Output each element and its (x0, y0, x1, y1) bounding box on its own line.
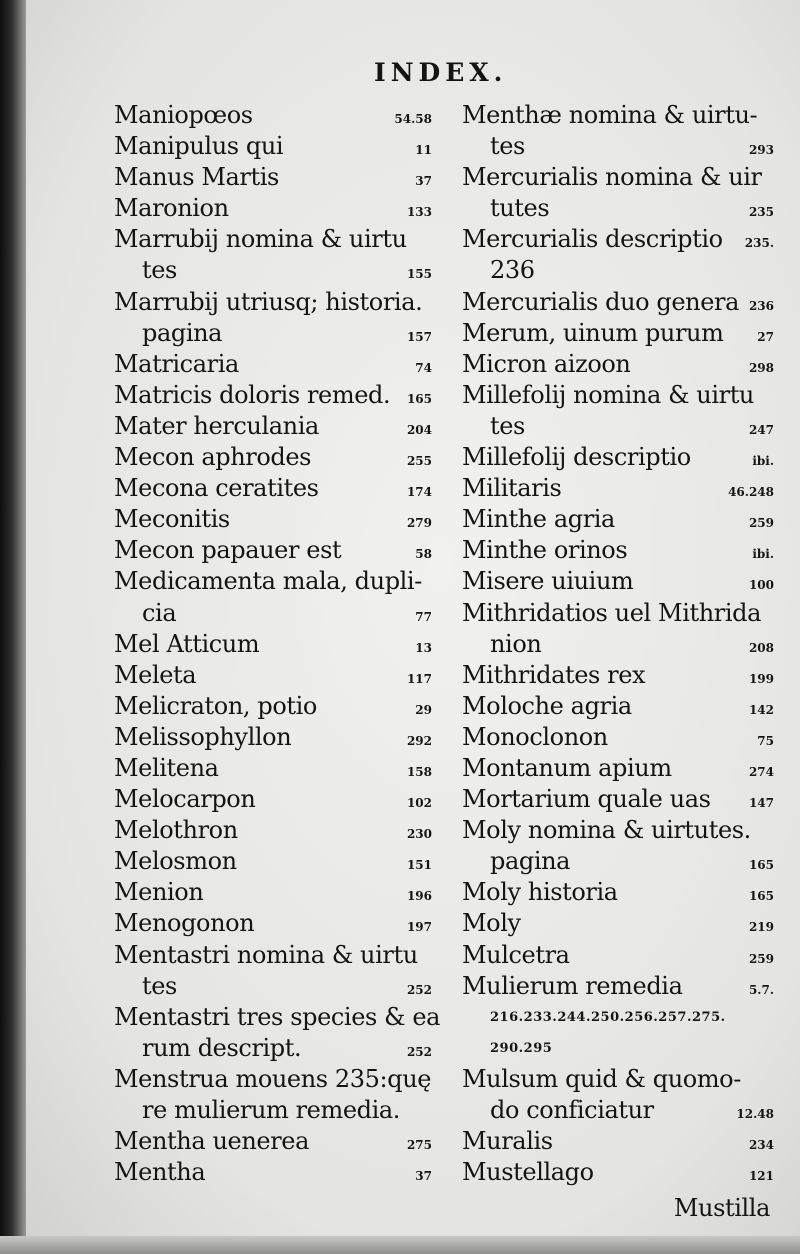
index-term: pagina (142, 318, 223, 347)
index-entry (462, 504, 774, 535)
index-term: Mercurialis duo genera (462, 287, 740, 316)
page-reference: 165 (748, 858, 774, 873)
index-term: Minthe orinos (462, 536, 628, 565)
page-reference: 54.58 (394, 112, 432, 126)
index-entry (462, 877, 774, 908)
index-entry (462, 349, 774, 380)
page-bottom-edge (0, 1236, 800, 1254)
page-reference: 13 (415, 640, 432, 655)
index-entry (462, 193, 774, 224)
index-term: Mulcetra (462, 940, 570, 969)
index-entry (462, 411, 774, 442)
index-term: 290.295 (490, 1040, 553, 1056)
index-term: Melissophyllon (114, 722, 292, 751)
index-term: Mentha (114, 1158, 206, 1187)
index-entry (462, 1126, 774, 1157)
page-reference: 204 (406, 422, 432, 437)
page-reference: 235 (748, 205, 774, 220)
index-entry (114, 131, 432, 162)
index-term: Moly nomina & uirtutes. (462, 816, 751, 845)
index-entry (462, 1157, 774, 1188)
index-entry (462, 1064, 774, 1095)
index-term: Mecon papauer est (114, 536, 342, 565)
index-entry (114, 318, 432, 349)
index-entry (462, 100, 774, 131)
index-term: Minthe agria (462, 505, 615, 534)
index-entry (462, 318, 774, 349)
page-reference: 147 (748, 796, 774, 811)
index-term: Matricis doloris remed. (114, 380, 391, 409)
index-entry (462, 442, 774, 473)
index-entry (462, 660, 774, 691)
index-entry (462, 162, 774, 193)
index-entry (114, 566, 432, 597)
page-reference: 236 (748, 298, 774, 313)
index-term: Maniopœos (114, 101, 253, 129)
index-term: Medicamenta mala, dupli- (114, 567, 422, 596)
index-entry (462, 1033, 774, 1064)
index-term: cia (142, 598, 177, 627)
index-entry (114, 411, 432, 442)
index-entry (114, 877, 432, 908)
index-term: Meconitis (114, 505, 230, 534)
index-term: 216.233.244.250.256.257.275. (490, 1009, 726, 1025)
index-entry (462, 908, 774, 939)
index-entry (462, 131, 774, 162)
index-term: Mater herculania (114, 411, 319, 440)
index-entry (462, 940, 774, 971)
index-entry (114, 287, 432, 318)
page-reference: 247 (748, 422, 774, 437)
page-reference: 293 (748, 143, 774, 158)
index-entry (114, 100, 432, 131)
page-reference: 155 (406, 267, 432, 282)
index-term: Mercurialis nomina & uir (462, 163, 762, 192)
page-reference: 58 (415, 547, 432, 562)
index-term: Mortarium quale uas (462, 785, 711, 814)
index-term: rum descript. (142, 1033, 302, 1062)
index-term: Mentastri tres species & ea (114, 1002, 441, 1031)
index-term: Marrubij utriusq; historia. (114, 287, 423, 316)
index-term: Millefolij nomina & uirtu (462, 380, 754, 409)
index-term: Matricaria (114, 349, 239, 378)
page-reference: 102 (406, 796, 432, 811)
page-reference: 37 (415, 1169, 432, 1184)
index-term: Melocarpon (114, 785, 256, 814)
page-reference: 117 (406, 671, 432, 686)
index-term: Mecona ceratites (114, 474, 319, 503)
index-term: Militaris (462, 474, 562, 503)
index-entry (114, 971, 432, 1002)
index-column-left (114, 100, 441, 1188)
index-term: Mithridatios uel Mithrida (462, 598, 762, 627)
page-reference: 252 (406, 1044, 432, 1059)
page-reference: 219 (748, 920, 774, 935)
index-term: Mecon aphrodes (114, 443, 312, 472)
index-entry (462, 1095, 774, 1126)
page-reference: 235. (744, 236, 774, 251)
page-reference: 230 (406, 827, 432, 842)
page-reference: 151 (406, 858, 432, 873)
page-reference: 279 (406, 516, 432, 531)
index-entry (114, 1064, 432, 1095)
index-term: tutes (490, 194, 550, 223)
index-term: Melitena (114, 753, 219, 782)
index-term: Muralis (462, 1127, 553, 1156)
index-term: re mulierum remedia. (142, 1096, 401, 1124)
index-term: Menthæ nomina & uirtu- (462, 101, 758, 129)
index-entry (462, 255, 774, 286)
page-reference: 165 (406, 391, 432, 406)
index-term: Marrubij nomina & uirtu (114, 225, 407, 254)
index-term: 236 (490, 256, 535, 285)
index-entry (462, 784, 774, 815)
index-term: Melothron (114, 816, 238, 845)
index-term: Moly (462, 909, 521, 938)
index-entry (114, 442, 432, 473)
page-reference: 12.48 (736, 1107, 774, 1121)
page-reference: 274 (748, 764, 774, 779)
page-reference: 27 (757, 329, 774, 344)
index-term: Merum, uinum purum (462, 318, 724, 347)
page-reference: 234 (748, 1138, 774, 1153)
index-entry (114, 753, 432, 784)
index-entry (114, 473, 432, 504)
index-entry (462, 380, 774, 411)
index-term: tes (142, 971, 177, 1000)
page-reference: 197 (406, 920, 432, 935)
page-reference: 259 (748, 951, 774, 966)
index-entry (114, 784, 432, 815)
index-entry (462, 287, 774, 318)
index-term: tes (490, 411, 525, 440)
index-term: Misere uiuium (462, 567, 634, 596)
page-reference: 100 (748, 578, 774, 593)
index-term: Mel Atticum (114, 629, 260, 658)
page-reference: 121 (748, 1169, 774, 1184)
index-entry (114, 846, 432, 877)
page-reference: 275 (406, 1138, 432, 1153)
index-entry (462, 629, 774, 660)
index-entry (114, 1002, 441, 1033)
index-entry (114, 1126, 432, 1157)
index-entry (114, 691, 432, 722)
index-term: Mentastri nomina & uirtu (114, 940, 418, 969)
index-entry (114, 193, 432, 224)
page-reference: 199 (748, 671, 774, 686)
page-reference: 196 (406, 889, 432, 904)
index-entry (114, 660, 432, 691)
catchword: Mustilla (673, 1194, 770, 1222)
index-entry (114, 815, 432, 846)
index-term: Meleta (114, 660, 197, 689)
page-reference: 75 (757, 733, 774, 748)
index-term: do conficiatur (490, 1096, 654, 1124)
page-reference: ibi. (752, 547, 774, 562)
page-reference: 252 (406, 982, 432, 997)
index-entry (462, 473, 774, 504)
page-reference: 158 (406, 764, 432, 779)
index-term: Melosmon (114, 847, 237, 876)
index-term: Maronion (114, 194, 229, 223)
page-reference: 255 (406, 454, 432, 469)
index-term: Manus Martis (114, 163, 279, 192)
index-term: Moloche agria (462, 691, 632, 720)
page-reference: 11 (415, 143, 432, 158)
index-term: Moly historia (462, 878, 618, 907)
index-entry (114, 722, 432, 753)
index-term: Mithridates rex (462, 660, 646, 689)
index-entry (462, 224, 774, 255)
index-entry (462, 566, 774, 597)
page-reference: 208 (748, 640, 774, 655)
index-entry (114, 1157, 432, 1188)
page-reference: 142 (748, 702, 774, 717)
index-entry (114, 598, 432, 629)
index-term: Melicraton, potio (114, 691, 317, 720)
index-term: Mustellago (462, 1158, 594, 1187)
index-term: Millefolij descriptio (462, 443, 691, 472)
index-entry (462, 846, 774, 877)
index-term: Menogonon (114, 909, 255, 938)
page-reference: 74 (415, 360, 432, 375)
index-entry (114, 504, 432, 535)
page-reference: 29 (415, 702, 432, 717)
page-reference: 5.7. (748, 982, 774, 997)
index-term: Manipulus qui (114, 132, 284, 161)
index-term: tes (142, 256, 177, 285)
page-reference: 298 (748, 360, 774, 375)
index-entry (462, 691, 774, 722)
index-entry (114, 1095, 432, 1126)
page-reference: 174 (406, 485, 432, 500)
index-term: Monoclonon (462, 722, 608, 751)
page-reference: 292 (406, 733, 432, 748)
page-reference: 37 (415, 174, 432, 189)
page-reference: 77 (415, 609, 432, 624)
page-header: INDEX. (374, 58, 508, 87)
index-entry (462, 598, 774, 629)
index-entry (462, 1002, 774, 1033)
index-term: Mentha uenerea (114, 1127, 309, 1156)
index-term: pagina (490, 847, 571, 876)
page-reference: 133 (406, 205, 432, 220)
index-entry (114, 940, 432, 971)
index-entry (462, 722, 774, 753)
index-term: Menstrua mouens 235:quę (114, 1064, 432, 1093)
index-entry (462, 971, 774, 1002)
index-term: nion (490, 629, 542, 658)
page-reference: 165 (748, 889, 774, 904)
index-entry (114, 380, 432, 411)
index-term: Menion (114, 878, 204, 907)
page-reference: 157 (406, 329, 432, 344)
index-term: tes (490, 132, 525, 161)
index-term: Mulierum remedia (462, 971, 683, 1000)
index-term: Mercurialis descriptio (462, 225, 723, 254)
index-entry (114, 255, 432, 286)
page-reference: 46.248 (728, 485, 774, 500)
index-entry (114, 1033, 432, 1064)
page-gutter-shadow (0, 0, 26, 1254)
index-entry (114, 535, 432, 566)
index-term: Montanum apium (462, 753, 672, 782)
index-entry (114, 162, 432, 193)
index-entry (114, 629, 432, 660)
index-term: Micron aizoon (462, 349, 631, 378)
index-entry (114, 224, 432, 255)
page-reference: ibi. (752, 454, 774, 469)
index-entry (114, 908, 432, 939)
index-entry (462, 753, 774, 784)
index-entry (114, 349, 432, 380)
index-column-right (462, 100, 774, 1188)
index-term: Mulsum quid & quomo- (462, 1064, 741, 1093)
index-entry (462, 815, 774, 846)
index-entry (462, 535, 774, 566)
page-reference: 259 (748, 516, 774, 531)
